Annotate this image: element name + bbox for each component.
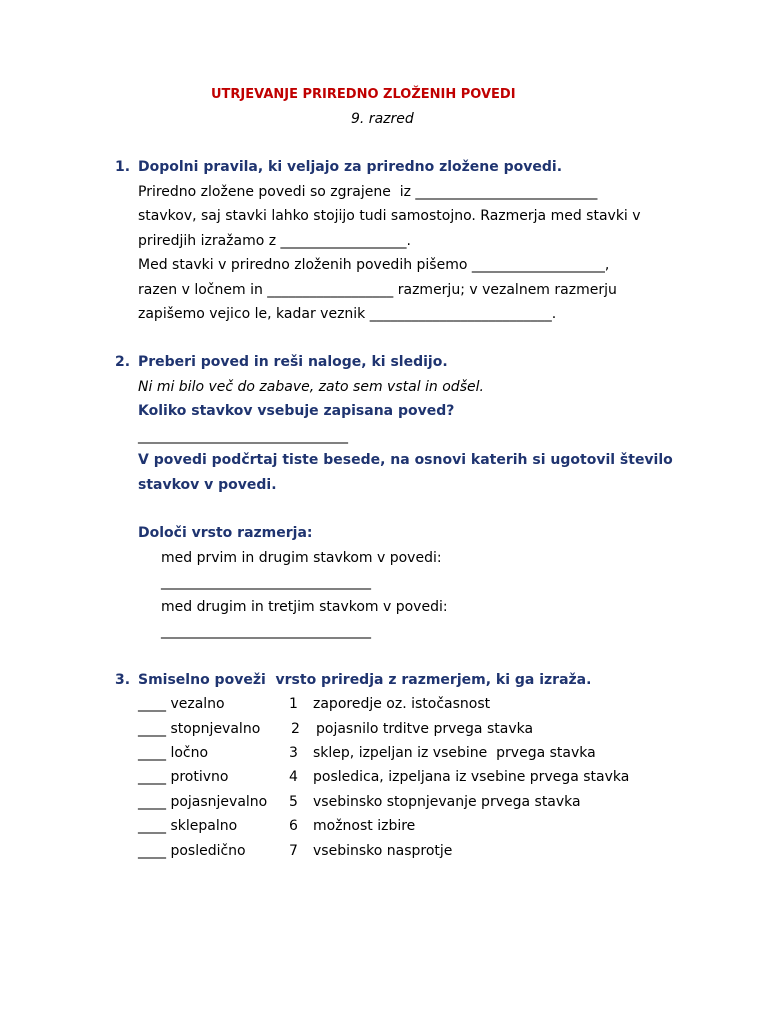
task1-line: stavkov, saj stavki lahko stojijo tudi samostojno. Razmerja med stavki v [138, 208, 641, 224]
match-right-item: sklep, izpeljan iz vsebine prvega stavka [313, 745, 596, 761]
match-right-item: vsebinsko nasprotje [313, 843, 453, 859]
match-number: 2 [291, 721, 300, 737]
match-right-item: vsebinsko stopnjevanje prvega stavka [313, 794, 581, 810]
task2-question-count: Koliko stavkov vsebuje zapisana poved? [138, 403, 455, 419]
task1-line: razen v ločnem in __________________ razmerju; v vezalnem razmerju [138, 282, 617, 298]
answer-blank: ______________________________ [161, 574, 371, 590]
match-left-item: ____ pojasnjevalno [138, 794, 268, 810]
task2-sentence: Ni mi bilo več do zabave, zato sem vstal in odšel. [138, 379, 484, 395]
match-right-item: pojasnilo trditve prvega stavka [316, 721, 534, 737]
task2-instruction: V povedi podčrtaj tiste besede, na osnovi katerih si ugotovil število [138, 452, 673, 468]
task1-line: Med stavki v priredno zloženih povedih pišemo ___________________, [138, 257, 610, 273]
match-number: 4 [289, 769, 298, 785]
match-left-item: ____ ločno [138, 745, 209, 761]
task2-subquestion: med prvim in drugim stavkom v povedi: [161, 550, 442, 566]
page-title: UTRJEVANJE PRIREDNO ZLOŽENIH POVEDI [211, 87, 516, 102]
match-number: 5 [289, 794, 298, 810]
match-right-item: posledica, izpeljana iz vsebine prvega stavka [313, 769, 630, 785]
match-left-item: ____ posledično [138, 843, 246, 859]
task1-line: Priredno zložene povedi so zgrajene iz __________________________ [138, 184, 598, 200]
match-left-item: ____ stopnjevalno [138, 721, 261, 737]
match-left-item: ____ vezalno [138, 696, 225, 712]
match-left-item: ____ sklepalno [138, 818, 238, 834]
task3-number: 3. [115, 672, 131, 688]
match-left-item: ____ protivno [138, 769, 229, 785]
task2-question-relation: Določi vrsto razmerja: [138, 525, 313, 541]
task1-number: 1. [115, 159, 131, 175]
task1-line: priredjih izražamo z __________________. [138, 233, 411, 249]
match-right-item: zaporedje oz. istočasnost [313, 696, 491, 712]
match-number: 7 [289, 843, 298, 859]
task2-heading: Preberi poved in reši naloge, ki sledijo. [138, 354, 448, 370]
match-number: 1 [289, 696, 298, 712]
task1-heading: Dopolni pravila, ki veljajo za priredno zložene povedi. [138, 159, 563, 175]
match-number: 6 [289, 818, 298, 834]
page-subtitle: 9. razred [351, 111, 414, 127]
task2-subquestion: med drugim in tretjim stavkom v povedi: [161, 599, 448, 615]
answer-blank: ______________________________ [161, 623, 371, 639]
match-right-item: možnost izbire [313, 818, 416, 834]
answer-blank: ______________________________ [138, 428, 348, 444]
task2-instruction: stavkov v povedi. [138, 477, 277, 493]
task1-line: zapišemo vejico le, kadar veznik __________________________. [138, 306, 557, 322]
match-number: 3 [289, 745, 298, 761]
task2-number: 2. [115, 354, 131, 370]
task3-heading: Smiselno poveži vrsto priredja z razmerjem, ki ga izraža. [138, 672, 592, 688]
